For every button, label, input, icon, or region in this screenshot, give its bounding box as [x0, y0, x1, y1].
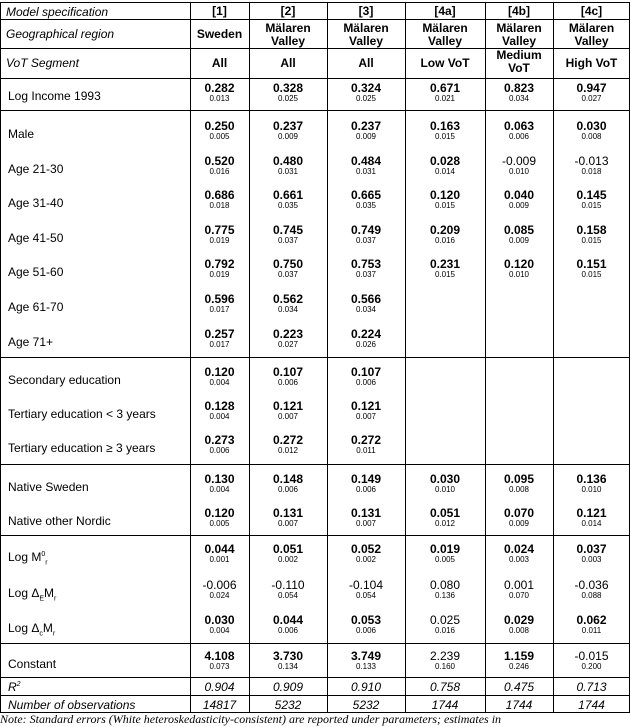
table-rule	[0, 110, 630, 111]
standard-error: 0.001	[209, 555, 230, 564]
estimate: 0.223	[272, 327, 304, 341]
standard-error: 0.034	[355, 305, 377, 314]
estimate: 0.107	[350, 365, 382, 379]
column-region: Mälaren Valley	[422, 21, 468, 48]
estimate: -0.006	[202, 578, 237, 592]
standard-error: 0.006	[277, 485, 299, 494]
estimate: 0.257	[204, 327, 235, 341]
estimate: 0.273	[204, 433, 235, 447]
estimate: 0.121	[272, 399, 304, 413]
standard-error: 0.134	[277, 662, 299, 671]
standard-error: 0.037	[277, 270, 299, 279]
estimate: 0.745	[272, 223, 304, 237]
standard-error: 0.054	[277, 591, 299, 600]
standard-error: 0.004	[209, 485, 230, 494]
estimate: 0.237	[272, 119, 304, 133]
estimate: 0.272	[350, 433, 382, 447]
r2-value: 0.909	[272, 680, 304, 694]
row-label: Age 61-70	[8, 300, 64, 314]
column-rule	[553, 2, 554, 712]
row-label: Tertiary education < 3 years	[8, 407, 156, 421]
estimate: 0.324	[350, 81, 382, 95]
estimate: 0.163	[429, 119, 461, 133]
standard-error: 0.136	[434, 591, 456, 600]
estimate: 0.149	[350, 472, 382, 486]
estimate: 0.085	[503, 223, 535, 237]
column-id: [4c]	[580, 4, 603, 18]
standard-error: 0.035	[355, 201, 377, 210]
standard-error: 0.004	[209, 412, 230, 421]
standard-error: 0.007	[355, 519, 377, 528]
estimate: 0.037	[576, 542, 607, 556]
table-note: Note: Standard errors (White heteroskedasticity-consistent) are reported under parameters; estimates in	[0, 712, 502, 726]
row-label: Constant	[8, 657, 57, 671]
r2-value: 0.475	[503, 680, 535, 694]
column-segment: All	[358, 56, 374, 70]
r2-value: 0.713	[576, 680, 607, 694]
standard-error: 0.073	[209, 662, 230, 671]
standard-error: 0.021	[434, 94, 456, 103]
column-region: Mälaren Valley	[343, 21, 389, 48]
standard-error: 0.088	[581, 591, 602, 600]
estimate: 0.145	[576, 188, 607, 202]
nobs-value: 5232	[352, 698, 380, 712]
estimate: 0.130	[204, 472, 235, 486]
estimate: 0.272	[272, 433, 304, 447]
estimate: 0.028	[429, 154, 461, 168]
estimate: -0.104	[348, 578, 384, 592]
standard-error: 0.024	[209, 591, 230, 600]
column-rule	[405, 2, 406, 712]
standard-error: 0.006	[355, 485, 377, 494]
estimate: 0.823	[503, 81, 535, 95]
standard-error: 0.015	[581, 236, 602, 245]
estimate: 0.237	[350, 119, 382, 133]
estimate: 0.136	[576, 472, 607, 486]
standard-error: 0.007	[277, 412, 299, 421]
estimate: 0.051	[429, 506, 461, 520]
standard-error: 0.010	[508, 270, 530, 279]
standard-error: 0.070	[508, 591, 530, 600]
standard-error: 0.012	[434, 519, 456, 528]
standard-error: 0.009	[508, 236, 530, 245]
standard-error: 0.017	[209, 305, 230, 314]
nobs-value: 14817	[202, 698, 237, 712]
estimate: 0.148	[272, 472, 304, 486]
estimate: 0.063	[503, 119, 535, 133]
table-rule	[0, 2, 630, 3]
estimate: 0.053	[350, 613, 382, 627]
table-rule	[0, 357, 630, 358]
standard-error: 0.037	[277, 236, 299, 245]
estimate: 0.120	[204, 506, 235, 520]
row-label: Native Sweden	[8, 480, 89, 494]
nobs-value: 1744	[431, 698, 459, 712]
standard-error: 0.035	[277, 201, 299, 210]
estimate: 0.328	[272, 81, 304, 95]
column-rule	[485, 2, 486, 712]
estimate: 0.120	[503, 257, 535, 271]
estimate: 4.108	[204, 649, 235, 663]
estimate: 0.753	[350, 257, 382, 271]
estimate: 0.282	[204, 81, 235, 95]
estimate: 0.120	[204, 365, 235, 379]
standard-error: 0.025	[277, 94, 299, 103]
estimate: 0.095	[503, 472, 535, 486]
estimate: 0.250	[204, 119, 235, 133]
nobs-value: 1744	[578, 698, 605, 712]
column-id: [4a]	[434, 4, 456, 18]
standard-error: 0.002	[355, 555, 377, 564]
standard-error: 0.004	[209, 626, 230, 635]
standard-error: 0.004	[209, 378, 230, 387]
standard-error: 0.054	[355, 591, 377, 600]
standard-error: 0.003	[581, 555, 602, 564]
standard-error: 0.007	[355, 412, 377, 421]
row-label: Log $\Delta_EM_r$	[8, 586, 57, 603]
row-label: Log Income 1993	[8, 89, 101, 103]
standard-error: 0.015	[434, 270, 456, 279]
standard-error: 0.034	[508, 94, 530, 103]
estimate: 0.671	[429, 81, 461, 95]
estimate: 0.596	[204, 292, 235, 306]
standard-error: 0.012	[277, 446, 299, 455]
standard-error: 0.016	[209, 167, 230, 176]
standard-error: 0.006	[209, 446, 230, 455]
standard-error: 0.005	[209, 519, 230, 528]
estimate: 0.044	[204, 542, 235, 556]
table-rule	[0, 535, 630, 536]
standard-error: 0.005	[434, 555, 456, 564]
estimate: 0.019	[429, 542, 461, 556]
row-label: Secondary education	[8, 373, 121, 387]
vot-segment-label: VoT Segment	[6, 56, 79, 70]
estimate: 0.775	[204, 223, 235, 237]
row-label: Age 31-40	[8, 196, 64, 210]
column-id: [1]	[212, 4, 227, 18]
r2-value: 0.904	[204, 680, 235, 694]
standard-error: 0.006	[355, 626, 377, 635]
standard-error: 0.037	[355, 236, 377, 245]
nobs-label: Number of observations	[8, 698, 136, 712]
geo-region-label: Geographical region	[6, 27, 115, 41]
row-label: Log $\Delta_cM_r$	[8, 621, 56, 638]
estimate: 0.120	[429, 188, 461, 202]
row-label: Age 71+	[8, 335, 54, 349]
estimate: 0.209	[429, 223, 461, 237]
column-region: Mälaren Valley	[265, 21, 311, 48]
estimate: 0.121	[350, 399, 382, 413]
row-label: Age 41-50	[8, 231, 64, 245]
estimate: 0.480	[272, 154, 304, 168]
standard-error: 0.016	[434, 236, 456, 245]
estimate: 0.030	[576, 119, 607, 133]
estimate: 0.030	[204, 613, 235, 627]
estimate: 1.159	[503, 649, 535, 663]
estimate: 0.151	[576, 257, 607, 271]
standard-error: 0.133	[355, 662, 377, 671]
estimate: 0.131	[350, 506, 382, 520]
estimate: 0.121	[576, 506, 607, 520]
estimate: -0.013	[574, 154, 609, 168]
estimate: 0.001	[503, 578, 535, 592]
standard-error: 0.018	[209, 201, 230, 210]
row-label: Age 51-60	[8, 265, 64, 279]
estimate: 0.029	[503, 613, 535, 627]
table-rule	[0, 464, 630, 465]
table-rule	[0, 695, 630, 696]
column-segment: Low VoT	[420, 56, 470, 70]
standard-error: 0.008	[581, 132, 602, 141]
r2-label: $R^2$	[8, 680, 21, 694]
model-spec-label: Model specification	[6, 5, 109, 19]
row-label: Male	[8, 127, 35, 141]
column-rule	[190, 2, 191, 712]
estimate: -0.015	[574, 649, 609, 663]
estimate: 0.044	[272, 613, 304, 627]
standard-error: 0.027	[277, 340, 299, 349]
estimate: -0.110	[271, 578, 305, 592]
estimate: 0.051	[272, 542, 304, 556]
standard-error: 0.246	[508, 662, 530, 671]
standard-error: 0.016	[434, 626, 456, 635]
estimate: 0.562	[272, 292, 304, 306]
standard-error: 0.002	[277, 555, 299, 564]
column-rule	[249, 2, 250, 712]
standard-error: 0.011	[581, 626, 602, 635]
estimate: 0.131	[272, 506, 304, 520]
standard-error: 0.009	[277, 132, 299, 141]
estimate: 0.040	[503, 188, 535, 202]
standard-error: 0.008	[508, 485, 530, 494]
estimate: 0.665	[350, 188, 382, 202]
estimate: 0.107	[272, 365, 304, 379]
column-id: [4b]	[508, 4, 530, 18]
estimate: -0.009	[501, 154, 537, 168]
column-segment: Medium VoT	[496, 48, 542, 75]
estimate: 2.239	[429, 649, 461, 663]
standard-error: 0.006	[508, 132, 530, 141]
estimate: 0.520	[204, 154, 235, 168]
nobs-value: 1744	[505, 698, 533, 712]
row-label: Native other Nordic	[8, 514, 111, 528]
standard-error: 0.019	[209, 236, 230, 245]
column-region: Mälaren Valley	[568, 21, 615, 48]
standard-error: 0.037	[355, 270, 377, 279]
standard-error: 0.009	[355, 132, 377, 141]
standard-error: 0.006	[277, 626, 299, 635]
row-label: Age 21-30	[8, 162, 64, 176]
estimate: 0.224	[350, 327, 382, 341]
estimate: 0.686	[204, 188, 235, 202]
r2-value: 0.758	[429, 680, 461, 694]
column-rule	[0, 2, 1, 712]
estimate: -0.036	[574, 578, 609, 592]
standard-error: 0.031	[355, 167, 377, 176]
standard-error: 0.009	[508, 519, 530, 528]
column-rule	[327, 2, 328, 712]
table-rule	[0, 643, 630, 644]
standard-error: 0.015	[581, 201, 602, 210]
table-rule	[0, 78, 630, 79]
standard-error: 0.007	[277, 519, 299, 528]
standard-error: 0.026	[355, 340, 377, 349]
estimate: 0.052	[350, 542, 382, 556]
standard-error: 0.019	[209, 270, 230, 279]
standard-error: 0.015	[434, 201, 456, 210]
standard-error: 0.006	[355, 378, 377, 387]
estimate: 0.749	[350, 223, 382, 237]
estimate: 0.128	[204, 399, 235, 413]
standard-error: 0.015	[434, 132, 456, 141]
standard-error: 0.010	[434, 485, 456, 494]
standard-error: 0.034	[277, 305, 299, 314]
standard-error: 0.010	[508, 167, 530, 176]
standard-error: 0.025	[355, 94, 377, 103]
standard-error: 0.017	[209, 340, 230, 349]
standard-error: 0.009	[508, 201, 530, 210]
table-rule	[0, 677, 630, 678]
column-region: Sweden	[196, 27, 243, 41]
column-segment: High VoT	[565, 56, 618, 70]
standard-error: 0.011	[356, 446, 376, 455]
standard-error: 0.027	[581, 94, 602, 103]
estimate: 0.158	[576, 223, 607, 237]
standard-error: 0.003	[508, 555, 530, 564]
standard-error: 0.031	[277, 167, 299, 176]
standard-error: 0.014	[581, 519, 602, 528]
estimate: 3.749	[350, 649, 382, 663]
estimate: 0.792	[204, 257, 235, 271]
r2-value: 0.910	[350, 680, 382, 694]
standard-error: 0.015	[581, 270, 602, 279]
estimate: 0.661	[272, 188, 304, 202]
column-id: [2]	[280, 4, 296, 18]
row-label: Log $M^0_r$	[8, 550, 48, 567]
standard-error: 0.014	[434, 167, 456, 176]
standard-error: 0.018	[581, 167, 602, 176]
standard-error: 0.010	[581, 485, 602, 494]
column-region: Mälaren Valley	[496, 21, 542, 48]
column-id: [3]	[358, 4, 374, 18]
estimate: 0.566	[350, 292, 382, 306]
standard-error: 0.006	[277, 378, 299, 387]
standard-error: 0.008	[508, 626, 530, 635]
column-segment: All	[280, 56, 296, 70]
table-rule	[0, 19, 630, 20]
estimate: 0.030	[429, 472, 461, 486]
standard-error: 0.005	[209, 132, 230, 141]
estimate: 0.062	[576, 613, 607, 627]
nobs-value: 5232	[274, 698, 302, 712]
estimate: 0.070	[503, 506, 535, 520]
estimate: 0.750	[272, 257, 304, 271]
estimate: 0.947	[576, 81, 607, 95]
estimate: 0.231	[429, 257, 461, 271]
estimate: 3.730	[272, 649, 304, 663]
column-segment: All	[211, 56, 228, 70]
standard-error: 0.013	[209, 94, 230, 103]
estimate: 0.024	[503, 542, 535, 556]
estimate: 0.080	[429, 578, 461, 592]
row-label: Tertiary education ≥ 3 years	[8, 441, 156, 455]
standard-error: 0.200	[581, 662, 602, 671]
estimate: 0.025	[429, 613, 461, 627]
standard-error: 0.160	[434, 662, 456, 671]
estimate: 0.484	[350, 154, 382, 168]
